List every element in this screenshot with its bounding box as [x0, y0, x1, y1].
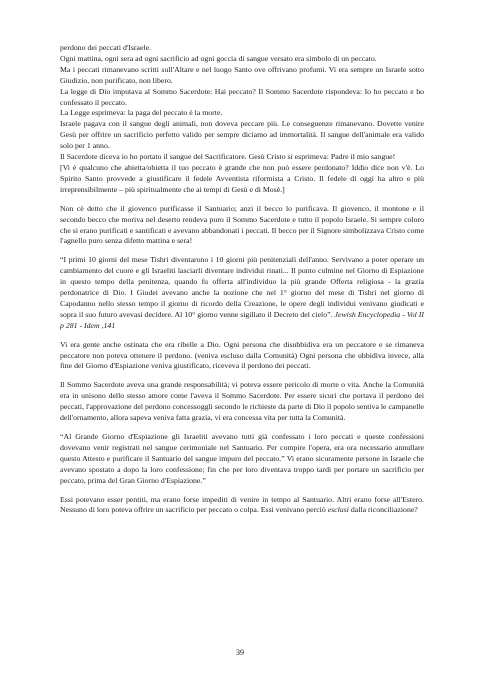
- quote-paragraph: [60, 255, 424, 331]
- page-number: 39: [236, 648, 244, 657]
- paragraph: Ogni mattina, ogni sera ad ogni sacrificio ad ogni goccia di sangue versato era simbolo di un peccato.: [60, 53, 377, 63]
- paragraph: [60, 495, 424, 517]
- paragraph: Il Sacerdote diceva io ho portato il sangue del Sacrificatore. Gesù Cristo si esprimeva: Padre il mio sangue!: [60, 152, 396, 162]
- paragraph: La Legge esprimeva: la paga del peccato è la morte.: [60, 108, 223, 118]
- text-run: Essi potevano esser pentiti, ma erano forse impediti di venire in tempo al Santuario. Altri erano forse all'Estero. Nessuno di loro poteva offrire un sacrificio per peccato o colpa. Essi venivano perciò: [60, 494, 424, 515]
- citation: Jewish Encyclopedia - Vol II p 281 - Idem ,141: [60, 309, 424, 330]
- quote-paragraph: “Al Grande Giorno d'Espiazione gli Israeliti avevano tutti già confessato i loro peccati e queste confessioni dovevano venir registrati nel sangue cerimoniale nel Santuario. Per compire l'opera, era ora necessario annullare questo Attesto e purificare il Santuario del sangue impuro del peccato.” Vi erano sicuramente persone in Israele che avevano spostato a dopo la loro confessione; fin che per loro diventava troppo tardi per portare un sacrificio per peccato, prima del Gran Giorno d'Espiazione.”: [60, 432, 424, 485]
- paragraph: Vi era gente anche ostinata che era ribelle a Dio. Ogni persona che disubbidiva era un peccatore e se rimaneva peccatore non poteva ottenere il perdono. (veniva escluso dalla Comunità) Ogni persona che ubbidiva invece, alla fine del Giorno d'Espiazione veniva giustificato, riceveva il perdono dei peccati.: [60, 339, 424, 371]
- paragraph: Ma i peccati rimanevano scritti sull'Altare e nel luogo Santo ove offrivano profumi. Vi era sempre un Israele sotto Giudizio, non purificato, non libero.: [60, 64, 424, 85]
- paragraph: Il Sommo Sacerdote aveva una grande responsabilità; vi poteva essere pericolo di morte o vita. Anche la Comunità era in unisono dello stesso amore come l'aveva il Sommo Sacerdote. Per essere sicuri che portava il perdono dei peccati, l'approvazione del perdono concessoggli secondo le richieste da parte di Dio il popolo sentiva le campanelle dell'ornamento, allora sapeva veniva fatta grazia, vi era concessa vita per tutta la Comunità.: [60, 380, 424, 423]
- paragraph: La legge di Dio imputava al Sommo Sacerdote: Hai peccato? Il Sommo Sacerdote rispondeva: Io ho peccato e ho confessato il peccato.: [60, 86, 424, 107]
- paragraph: Non cè detto che il giovenco purificasse il Santuario; anzi il becco lo purificava. Il giovenco, il montone e il secondo becco che moriva nel deserto rendeva puro il Sommo Sacerdote e tutto il popolo Israele. Si sempre coloro che si erano purificati e santificati e avevano abbandonati i peccati. Il becco per il Signore simbolizzava Cristo come l'agnello puro senza difetto mattina e sera!: [60, 203, 424, 246]
- emphasis: esclusi: [327, 505, 349, 515]
- text-run: dalla riconciliazione?: [348, 505, 418, 515]
- bracketed-note: [Vi è qualcuno che abietta/obietta il tuo peccato è grande che non può essere perdonato? Iddio dice non v'è. Lo Spirito Santo provvede a giustificare il fedele Avventista riformista a Cristo. Il fedele di oggi ha altro e più irreprensibilmente – più spiritualmente che ai tempi di Gesù e di Mosè.]: [60, 162, 424, 194]
- quote-text: “I primi 10 giorni del mese Tishri diventarono i 10 giorni più penitenziali dell'anno. Servivano a poter operare un cambiamento del cuore e gli Israeliti lasciarli diventare individui rinati... Il punto culmine nel Giorno di Espiazione in questo tempo della penitenza, quando fu offerta all'individuo la più grande Offerta religiosa - la grazia perdonatrice di Dio. I Giudei avevano anche la nozione che nel 1° giorno del mese di Tishri nel giorno di Capodanno nello stesso tempo il giorno di ricordo della Creazione, le opere degli individui venivano giudicati e sopra il suo futuro avevasi decidere. Al 10° giorno venne sigillato il Decreto del cielo”.: [60, 255, 424, 319]
- paragraph: Israele pagava con il sangue degli animali, non doveva peccare più. Le conseguenze rimanevano. Dovette venire Gesù per offrire un sacrificio perfetto valido per sempre diciamo ad immortalità. Il sangue dell'animale era valido solo per 1 anno.: [60, 119, 424, 151]
- paragraph: perdono dei peccati d'Israele.: [60, 43, 152, 52]
